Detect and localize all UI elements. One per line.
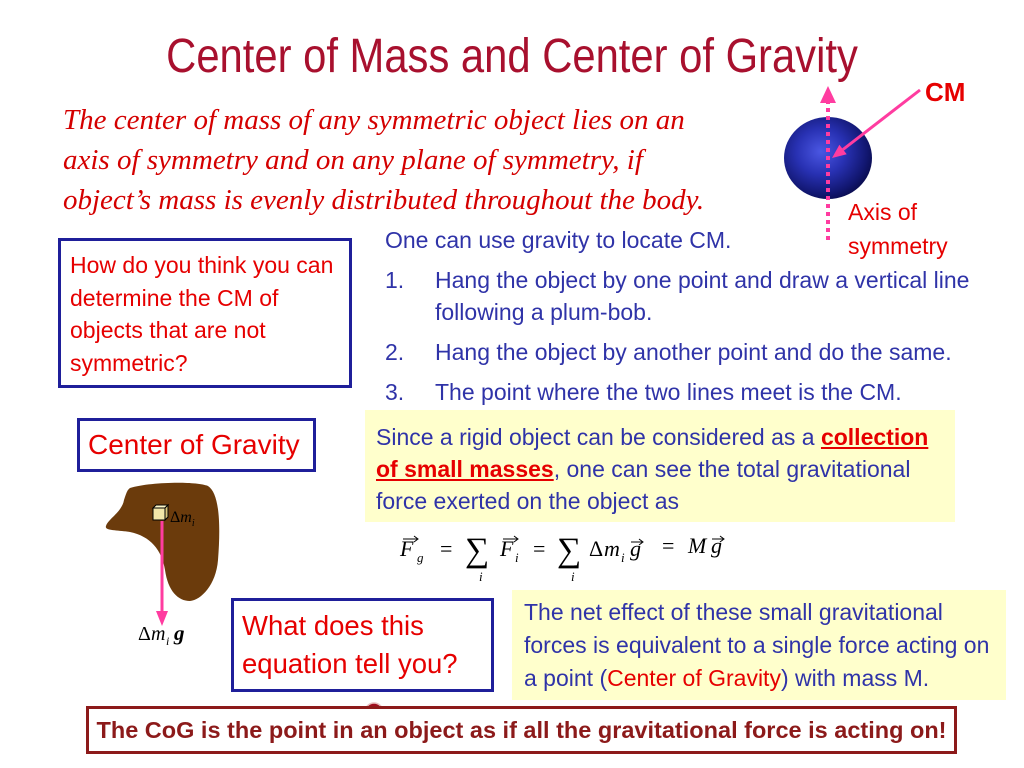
step-text: Hang the object by another point and do the same. [435, 339, 952, 365]
step-number: 1. [385, 267, 405, 293]
eq-element-force: F [500, 536, 514, 561]
cm-label: CM [925, 77, 966, 107]
eq-sum-1-index: i [479, 569, 483, 584]
weight-label-index: i [166, 634, 170, 648]
eq-element-force-sub: i [515, 550, 519, 565]
eq-equals-2: = [533, 536, 546, 561]
symmetry-statement-line: object’s mass is evenly distributed throughout the body. [63, 184, 705, 216]
eq-gravity: g [630, 536, 641, 561]
gravity-method [385, 224, 995, 408]
net-effect-after: ) with mass M. [780, 664, 930, 691]
eq-equals-3: = [662, 533, 675, 558]
gravitational-force-equation [399, 532, 724, 584]
eq-delta: Δ [589, 536, 604, 561]
collection-note [365, 410, 955, 522]
mass-element-cube-icon [153, 505, 168, 520]
weight-label-delta: Δ [138, 623, 151, 645]
equation-question-box [231, 598, 494, 692]
step-text: Hang the object by one point and draw a vertical line following a plum-bob. [435, 267, 970, 325]
step-text: The point where the two lines meet is the CM. [435, 379, 902, 405]
method-step-3 [385, 376, 995, 408]
eq-total-mass: M [688, 533, 707, 558]
step-number: 3. [385, 379, 405, 405]
eq-sum-2: ∑ [557, 532, 582, 569]
symmetry-statement-line: The center of mass of any symmetric object lies on an [63, 104, 685, 136]
cm-pointer-line [843, 90, 920, 150]
asymmetric-question-text: How do you think you can determine the CM of objects that are not symmetric? [70, 252, 334, 376]
net-effect-before: The net effect of these small gravitational forces is equivalent to a single force acting on a point ( [524, 598, 990, 691]
symmetry-axis-arrowhead [820, 86, 836, 103]
cog-conclusion: The CoG is the point in an object as if all the gravitational force is acting on! [86, 706, 957, 754]
weight-label-m: m [151, 623, 166, 645]
eq-total-force: F [400, 536, 414, 561]
eq-total-gravity: g [711, 533, 722, 558]
asymmetric-question-box [58, 238, 352, 388]
eq-mass-sub: i [621, 550, 625, 565]
page-title: Center of Mass and Center of Gravity [166, 30, 858, 83]
method-step-1 [385, 264, 995, 328]
collection-note-highlight: collection of small masses [376, 424, 929, 482]
eq-mass: m [604, 536, 620, 561]
weight-label-g: g [174, 621, 185, 645]
weight-label [138, 621, 185, 648]
center-of-gravity-heading: Center of Gravity [77, 418, 316, 472]
net-effect-note [512, 590, 1006, 700]
net-effect-note-text [524, 596, 1000, 695]
gravity-method-lead: One can use gravity to locate CM. [385, 227, 732, 253]
eq-total-force-sub: g [417, 550, 424, 565]
symmetry-statement-line: axis of symmetry and on any plane of symmetry, if [63, 144, 643, 176]
mass-element-m: m [180, 509, 192, 526]
net-effect-highlight: Center of Gravity [607, 664, 781, 691]
eq-equals-1: = [440, 536, 453, 561]
axis-label-line: Axis of [848, 199, 918, 225]
collection-note-text [376, 421, 936, 517]
method-step-2 [385, 336, 995, 368]
mass-element-delta: Δ [170, 509, 181, 526]
axis-label-line: symmetry [848, 233, 948, 259]
collection-note-after: , one can see the total gravitational force exerted on the object as [376, 456, 911, 514]
mass-element-index: i [191, 518, 195, 529]
symmetry-statement [63, 100, 704, 220]
step-number: 2. [385, 339, 405, 365]
eq-sum-2-index: i [571, 569, 575, 584]
collection-note-before: Since a rigid object can be considered as a [376, 424, 821, 450]
eq-sum-1: ∑ [465, 532, 490, 569]
equation-question-text: What does this equation tell you? [242, 610, 458, 679]
